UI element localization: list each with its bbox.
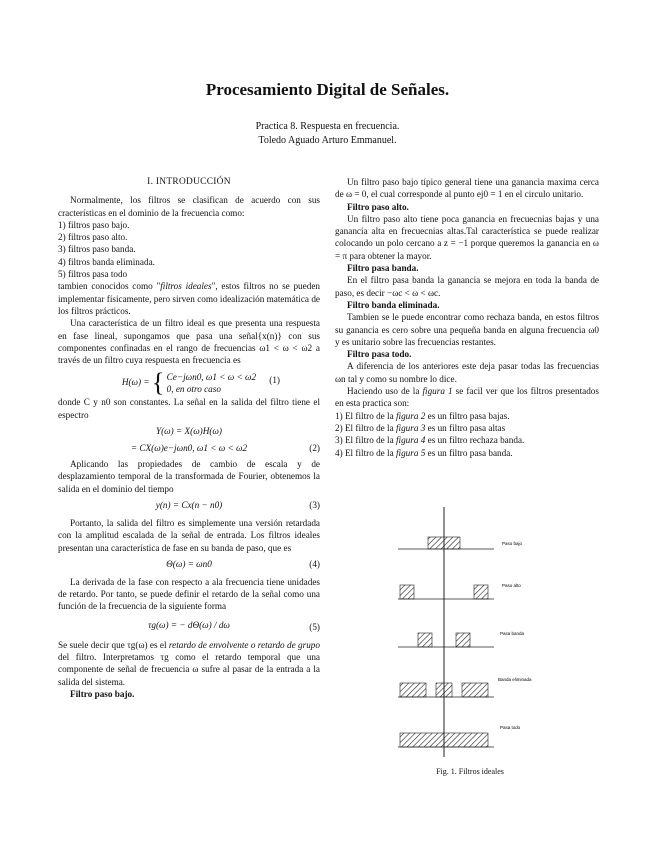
- passband-block: [400, 683, 426, 697]
- text-run-italic: figura 1: [422, 386, 453, 397]
- constants-paragraph: donde C y n0 son constantes. La señal en la salida del filtro tiene el espectro: [58, 397, 320, 420]
- linear-phase-paragraph: Una característica de un filtro ideal es que presenta una respuesta en fase lineal, supongamos que pasa una señal{x(n)} con sus componentes confinadas en el rango de frecuencias ω1 < ω < ω2 a través de un filtro cuya respuesta en frecuencia es: [58, 318, 320, 366]
- text-run: tambien conocidos como ": [58, 281, 161, 292]
- lowpass-label: Paso bajo: [502, 541, 523, 546]
- passband-block: [400, 733, 488, 747]
- lowpass-heading: Filtro paso bajo.: [70, 688, 135, 699]
- passband-block: [474, 585, 488, 599]
- eq2-line-2: = CX(ω)e−jωn0, ω1 < ω < ω2: [130, 443, 248, 454]
- eq3-body: y(n) = Cx(n − n0): [155, 499, 223, 510]
- eq1-case-2: 0, en otro caso: [166, 384, 221, 395]
- paper-author: Toledo Aguado Arturo Emmanuel.: [258, 135, 397, 146]
- eq1-lhs: H(ω) =: [121, 377, 150, 388]
- highpass-diagram: [398, 583, 521, 599]
- bandstop-heading: Filtro banda eliminada.: [347, 299, 440, 310]
- equation-2b: [58, 438, 320, 458]
- list-item: 5) filtros pasa todo: [58, 269, 128, 280]
- highpass-paragraph: Un filtro paso alto tiene poca ganancia en frecuecnias bajas y una ganancia alta en frecuecnias altas.Tal característica se puede realizar colocando un polo cercano a z = −1 porque queremos la ganancia en ω = π para obtener la mayor.: [335, 213, 599, 261]
- list-item: 4) El filtro de la figura 5 es un filtro pasa banda.: [335, 447, 513, 458]
- allpass-heading: Filtro pasa todo.: [347, 349, 412, 360]
- text-run-italic: filtros ideales: [160, 281, 212, 292]
- figure-reference-paragraph: [335, 385, 599, 410]
- eq1-number: (1): [269, 375, 280, 386]
- left-column: [58, 176, 320, 700]
- eq1-case-1: Ce−jωn0, ω1 < ω < ω2: [166, 372, 257, 383]
- text-run: del filtro. Interpretamos τg como el retardo temporal que una componente de señal de frecuencia ω sufre al pasar de la entrada a la salida del sistema.: [58, 652, 320, 687]
- bandpass-paragraph: En el filtro pasa banda la ganancia se mejora en toda la banda de paso, es decir −ωc < ω < ωc.: [335, 275, 599, 298]
- paper-subtitle: Practica 8. Respuesta en frecuencia.: [255, 121, 400, 132]
- allpass-diagram: [398, 725, 521, 747]
- equation-1: [58, 366, 320, 396]
- text-run: ", estos filtros no se pueden implementar físicamente, pero sirven como idealización matemática de los filtros prácticos.: [58, 281, 320, 316]
- list-item: 4) filtros banda eliminada.: [58, 256, 155, 267]
- ideal-filters-paragraph: [58, 280, 320, 317]
- eq3-number: (3): [309, 499, 320, 510]
- right-column: [335, 176, 599, 459]
- equation-3: [58, 495, 320, 517]
- group-delay-paragraph: La derivada de la fase con respecto a ala frecuencia tiene unidades de retardo. Por tanto, se puede definir el retardo de la señal como una función de la frecuencia de la siguiente forma: [58, 576, 320, 612]
- equation-4: [58, 554, 320, 576]
- ideal-filters-figure: [394, 505, 544, 765]
- list-item: 2) filtros paso alto.: [58, 232, 128, 243]
- fourier-paragraph: Aplicando las propiedades de cambio de escala y de desplazamiento temporal de la transformada de Fourier, obtenemos la salida en el dominio del tiempo: [58, 459, 320, 494]
- text-run: Se suele decir que τg(ω) es el: [58, 639, 169, 650]
- intro-paragraph: Normalmente, los filtros se clasifican de acuerdo con sus cracterísticas en el dominio de la frecuencia como:: [58, 195, 320, 218]
- list-item: 2) El filtro de la figura 3 es un filtro pasa altas: [335, 422, 506, 433]
- brace-glyph: {: [151, 368, 165, 398]
- bandstop-paragraph: Tambien se le puede encontrar como rechaza banda, en estos filtros su ganancia es cero sobre una pequeña banda en alguna frecuencia ω0 y es unitario sobre las frecuencias restantes.: [335, 312, 599, 347]
- eq4-number: (4): [309, 558, 320, 569]
- figure-list: [335, 410, 599, 459]
- equation-5: [58, 613, 320, 639]
- highpass-label: Paso alto: [502, 583, 521, 588]
- allpass-paragraph: A diferencia de los anteriores este deja pasar todas las frecuencias ωn tal y como su nombre lo dice.: [335, 361, 599, 384]
- bandpass-heading: Filtro pasa banda.: [347, 263, 419, 274]
- envelope-delay-paragraph: [58, 639, 320, 688]
- eq5-number: (5): [309, 621, 320, 632]
- text-run: se facil ver que los filtros presentados en esta practica son:: [335, 386, 599, 409]
- passband-block: [428, 537, 460, 549]
- equation-2a: [58, 421, 320, 438]
- eq2-number: (2): [309, 443, 320, 454]
- highpass-heading: Filtro paso alto.: [347, 201, 409, 212]
- passband-block: [418, 633, 432, 647]
- allpass-label: Pasa todo: [500, 725, 521, 730]
- passband-block: [400, 585, 414, 599]
- bandpass-label: Pasa banda: [500, 631, 525, 636]
- list-item: 1) filtros paso bajo.: [58, 219, 130, 230]
- section-heading: I. INTRODUCCIÓN: [147, 177, 231, 187]
- passband-block: [436, 683, 452, 697]
- eq5-body: τg(ω) = − dΘ(ω) / dω: [148, 619, 230, 630]
- list-item: 3) filtros paso banda.: [58, 244, 136, 255]
- delayed-output-paragraph: Portanto, la salida del filtro es simplemente una versión retardada con la amplitud escalada de la señal de entrada. Los filtros ideales presentan una característica de fase en su banda de paso, que es: [58, 517, 320, 553]
- figure-caption: Fig. 1. Filtros ideales: [436, 767, 504, 776]
- eq2-line-1: Y(ω) = X(ω)H(ω): [156, 426, 222, 437]
- text-run: Haciendo uso de la: [347, 386, 423, 397]
- lowpass-paragraph: Un filtro paso bajo típico general tiene una ganancia maxima cerca de ω = 0, el cual corresponde al punto ej0 = 1 en el circulo unitario.: [335, 177, 599, 200]
- lowpass-diagram: [398, 537, 523, 549]
- passband-block: [456, 633, 470, 647]
- bandstop-label: Banda eliminada: [498, 677, 532, 682]
- bandpass-diagram: [398, 631, 525, 647]
- text-run-italic: retardo de envolvente o retardo de grupo: [168, 639, 320, 650]
- bandstop-diagram: [398, 677, 532, 697]
- list-item: 3) El filtro de la figura 4 es un filtro rechaza banda.: [335, 435, 525, 446]
- eq4-body: Θ(ω) = ωn0: [166, 558, 212, 569]
- list-item: 1) El filtro de la figura 2 es un filtro pasa bajas.: [335, 410, 510, 421]
- filter-type-list: [58, 219, 320, 280]
- passband-block: [462, 683, 488, 697]
- paper-title: Procesamiento Digital de Señales.: [205, 80, 450, 99]
